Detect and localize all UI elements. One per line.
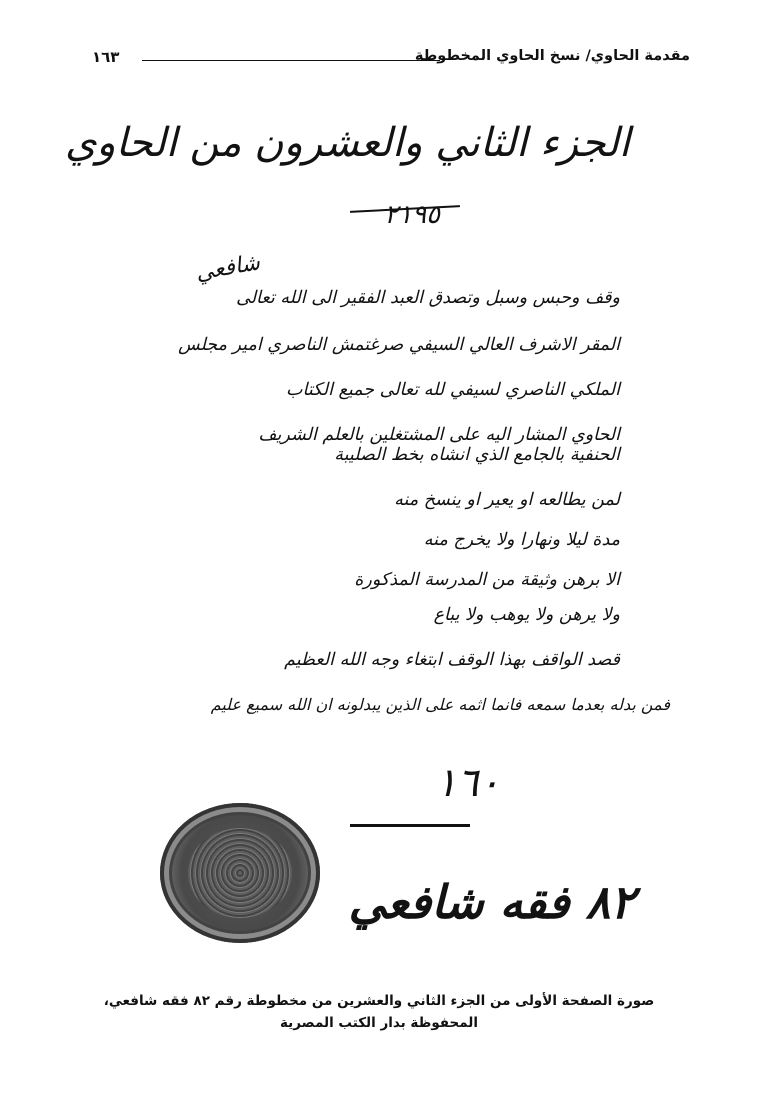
waqf-line: المقر الاشرف العالي السيفي صرغتمش الناصري امير مجلس (178, 335, 620, 355)
waqf-line: الحاوي المشار اليه على المشتغلين بالعلم الشريف (258, 425, 620, 445)
waqf-line: مدة ليلا ونهارا ولا يخرج منه (423, 530, 620, 550)
shelf-mark: ٨٢ فقه شافعي (348, 875, 635, 929)
catalog-number: ٢١٩٥ (384, 200, 440, 230)
caption-line-1: صورة الصفحة الأولى من الجزء الثاني والعشرين من مخطوطة رقم ٨٢ فقه شافعي، (103, 993, 655, 1009)
waqf-line: لمن يطالعه او يعير او ينسخ منه (394, 490, 620, 510)
caption-line-2: المحفوظة بدار الكتب المصرية (280, 1015, 478, 1031)
header-rule (142, 60, 440, 61)
library-seal-stamp (160, 803, 320, 943)
waqf-line: قصد الواقف بهذا الوقف ابتغاء وجه الله العظيم (284, 650, 620, 670)
shelf-number-underline (350, 824, 470, 827)
manuscript-image (64, 100, 690, 990)
manuscript-heading: الجزء الثاني والعشرون من الحاوي (64, 120, 630, 166)
waqf-line: الا برهن وثيقة من المدرسة المذكورة (354, 570, 620, 590)
figure-caption (40, 990, 718, 1034)
waqf-line: وقف وحبس وسبل وتصدق العبد الفقير الى الله تعالى (236, 288, 620, 308)
page-header (92, 48, 690, 74)
side-note: شافعي (194, 250, 263, 287)
waqf-line: الملكي الناصري لسيفي لله تعالى جميع الكتاب (286, 380, 620, 400)
page-number: ١٦٣ (92, 48, 120, 66)
waqf-line: الحنفية بالجامع الذي انشاه بخط الصليبة (334, 445, 620, 465)
waqf-line: فمن بدله بعدما سمعه فانما اثمه على الذين يبدلونه ان الله سميع عليم (210, 695, 670, 714)
waqf-line: ولا يرهن ولا يوهب ولا يباع (433, 605, 620, 625)
running-title: مقدمة الحاوي/ نسخ الحاوي المخطوطة (414, 48, 690, 64)
shelf-number-top: ١٦٠ (435, 760, 500, 806)
